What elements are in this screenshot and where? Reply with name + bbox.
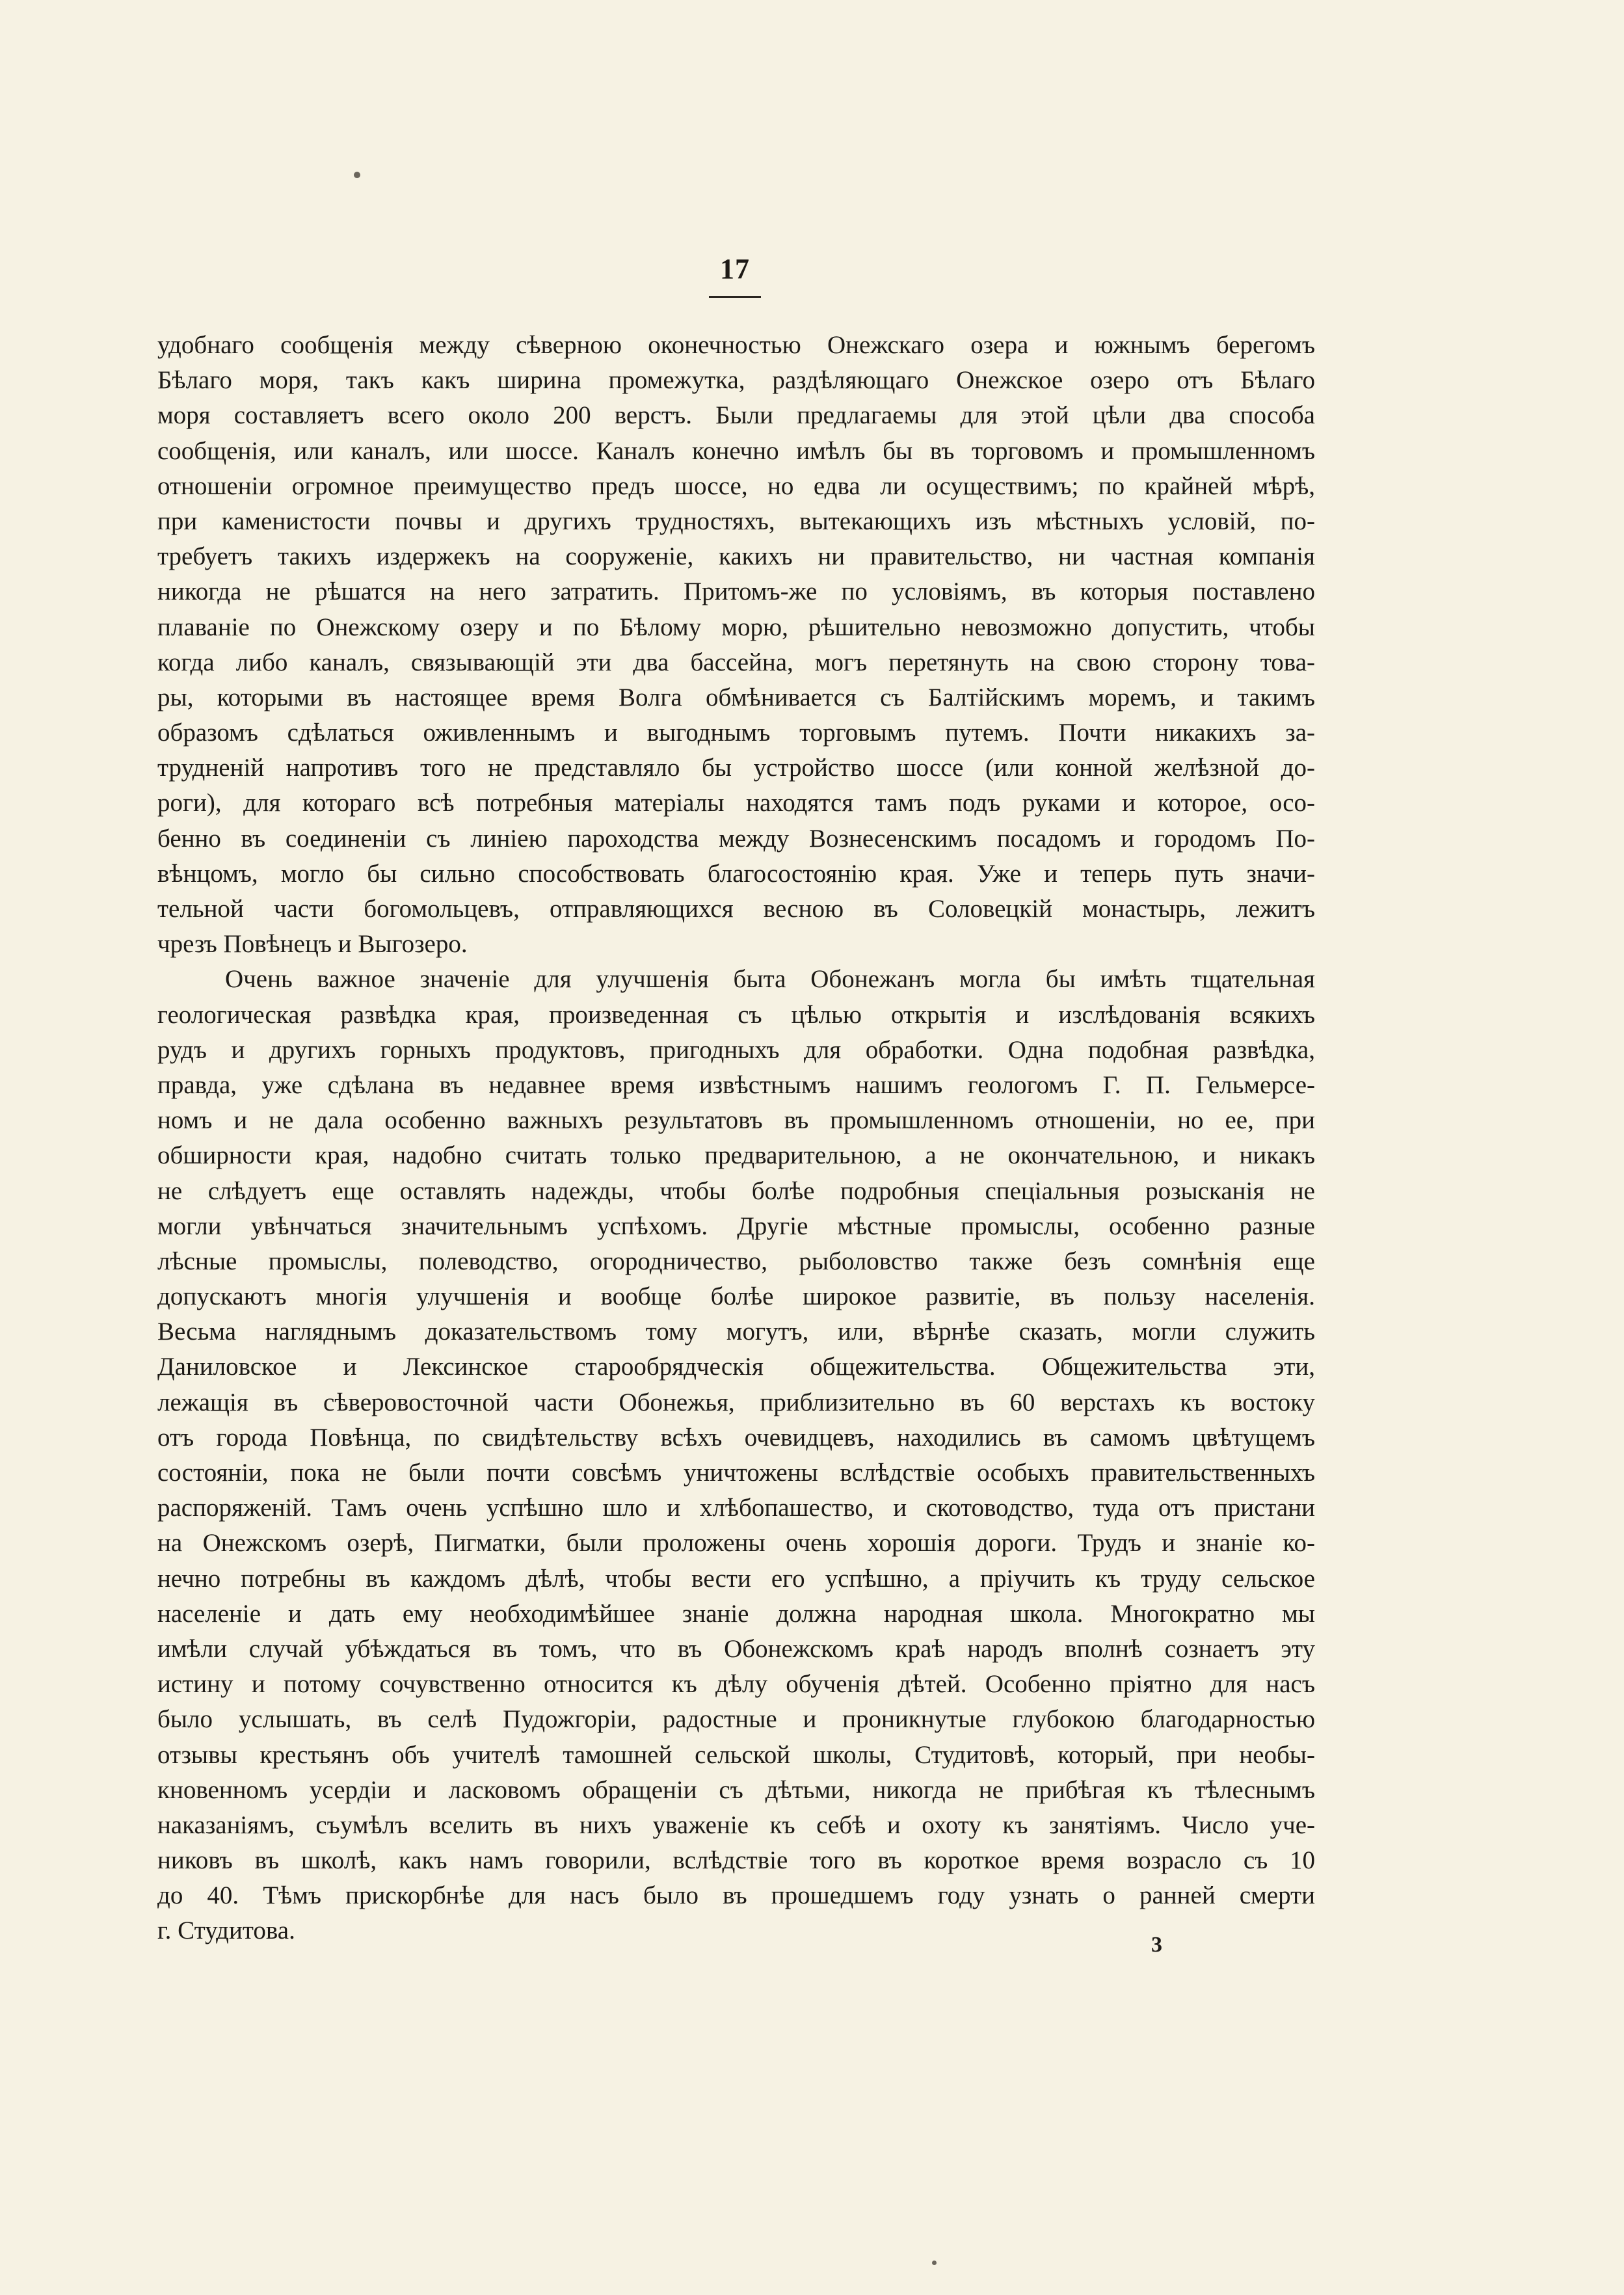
text-line: истину и потому сочувственно относится къ дѣлу обученія дѣтей. Особенно пріятно для насъ [157,1670,1315,1699]
text-line: могли увѣнчаться значительнымъ успѣхомъ. Другіе мѣстные промыслы, особенно разные [157,1212,1315,1240]
text-line: никовъ въ школѣ, какъ намъ говорили, вслѣдствіе того въ короткое время возрасло съ 10 [157,1846,1315,1875]
text-line: плаваніе по Онежскому озеру и по Бѣлому морю, рѣшительно невозможно допустить, чтобы [157,613,1315,641]
paragraph [157,962,1315,1948]
text-line: рудъ и другихъ горныхъ продуктовъ, пригодныхъ для обработки. Одна подобная развѣдка, [157,1035,1315,1064]
page-number: 17 [720,253,750,285]
text-line: имѣли случай убѣждаться въ томъ, что въ Обонежскомъ краѣ народъ вполнѣ сознаетъ эту [157,1634,1315,1663]
text-line: населеніе и дать ему необходимѣйшее знаніе должна народная школа. Многократно мы [157,1599,1315,1628]
text-line: нечно потребны въ каждомъ дѣлѣ, чтобы вести его успѣшно, а пріучить къ труду сельское [157,1564,1315,1593]
paragraph [157,328,1315,962]
text-line: чрезъ Повѣнецъ и Выгозеро. [157,930,468,959]
text-line: Бѣлаго моря, такъ какъ ширина промежутка, раздѣляющаго Онежское озеро отъ Бѣлаго [157,366,1315,395]
text-line: роги), для котораго всѣ потребныя матеріалы находятся тамъ подъ руками и которое, осо- [157,789,1315,817]
text-line: Весьма нагляднымъ доказательствомъ тому могутъ, или, вѣрнѣе сказать, могли служить [157,1318,1315,1346]
text-line: г. Студитова. [157,1917,295,1945]
text-line: требуетъ такихъ издержекъ на сооруженіе, какихъ ни правительство, ни частная компанія [157,542,1315,571]
page-number-rule [709,296,761,298]
printer-signature-mark: 3 [1151,1933,1162,1957]
text-line: геологическая развѣдка края, произведенная съ цѣлью открытія и изслѣдованія всякихъ [157,1000,1315,1029]
text-line: допускаютъ многія улучшенія и вообще болѣе широкое развитіе, въ пользу населенія. [157,1282,1315,1311]
text-line: отношеніи огромное преимущество предъ шоссе, но едва ли осуществимъ; по крайней мѣрѣ, [157,471,1315,500]
text-line: обширности края, надобно считать только предварительною, а не окончательною, и никакъ [157,1141,1315,1170]
text-line: образомъ сдѣлаться оживленнымъ и выгоднымъ торговымъ путемъ. Почти никакихъ за- [157,719,1315,747]
text-line: ры, которыми въ настоящее время Волга обмѣнивается съ Балтійскимъ моремъ, и такимъ [157,683,1315,711]
text-line: моря составляетъ всего около 200 верстъ. Были предлагаемы для этой цѣли два способа [157,401,1315,430]
text-line: лежащія въ сѣверовосточной части Обонежья, приблизительно въ 60 верстахъ къ востоку [157,1388,1315,1416]
text-line: кновенномъ усердіи и ласковомъ обращеніи съ дѣтьми, никогда не прибѣгая къ тѣлеснымъ [157,1775,1315,1804]
text-line: наказаніямъ, съумѣлъ вселить въ нихъ уваженіе къ себѣ и охоту къ занятіямъ. Число уче- [157,1811,1315,1839]
text-line: сообщенія, или каналъ, или шоссе. Каналъ конечно имѣлъ бы въ торговомъ и промышленномъ [157,436,1315,465]
text-line: Даниловское и Лексинское старообрядческія общежительства. Общежительства эти, [157,1353,1315,1381]
text-line: удобнаго сообщенія между сѣверною оконечностью Онежскаго озера и южнымъ берегомъ [157,331,1315,359]
text-line: распоряженій. Тамъ очень успѣшно шло и хлѣбопашество, и скотоводство, туда отъ пристани [157,1494,1315,1522]
text-line: правда, уже сдѣлана въ недавнее время извѣстнымъ нашимъ геологомъ Г. П. Гельмерсе- [157,1070,1315,1099]
text-line: Очень важное значеніе для улучшенія быта Обонежанъ могла бы имѣть тщательная [225,965,1315,994]
text-line: лѣсные промыслы, полеводство, огородничество, рыболовство также безъ сомнѣнія еще [157,1247,1315,1275]
text-line: при каменистости почвы и другихъ трудностяхъ, вытекающихъ изъ мѣстныхъ условій, по- [157,507,1315,535]
text-line: не слѣдуетъ еще оставлять надежды, чтобы болѣе подробныя спеціальныя розысканія не [157,1176,1315,1205]
text-line: бенно въ соединеніи съ линіею пароходства между Вознесенскимъ посадомъ и городомъ По- [157,824,1315,853]
text-line: на Онежскомъ озерѣ, Пигматки, были проложены очень хорошія дороги. Трудъ и знаніе ко- [157,1529,1315,1558]
text-line: отзывы крестьянъ объ учителѣ тамошней сельской школы, Студитовѣ, который, при необы- [157,1740,1315,1769]
text-line: отъ города Повѣнца, по свидѣтельству всѣхъ очевидцевъ, находились въ самомъ цвѣтущемъ [157,1423,1315,1452]
text-line: до 40. Тѣмъ прискорбнѣе для насъ было въ прошедшемъ году узнать о ранней смерти [157,1881,1315,1910]
text-line: трудненій напротивъ того не представляло бы устройство шоссе (или конной желѣзной до- [157,754,1315,782]
text-line: никогда не рѣшатся на него затратить. Притомъ-же по условіямъ, въ которыя поставлено [157,577,1315,606]
paper-speck [932,2261,937,2265]
text-line: вѣнцомъ, могло бы сильно способствовать благосостоянію края. Уже и теперь путь значи- [157,859,1315,888]
text-line: тельной части богомольцевъ, отправляющихся весною въ Соловецкій монастырь, лежитъ [157,895,1315,923]
body-text [157,328,1315,1949]
text-line: когда либо каналъ, связывающій эти два бассейна, могъ перетянуть на свою сторону това- [157,648,1315,676]
text-line: было услышать, въ селѣ Пудожгоріи, радостные и проникнутые глубокою благодарностью [157,1705,1315,1734]
text-line: номъ и не дала особенно важныхъ результатовъ въ промышленномъ отношеніи, но ее, при [157,1106,1315,1135]
paper-speck [354,172,360,178]
text-line: состояніи, пока не были почти совсѣмъ уничтожены вслѣдствіе особыхъ правительственныхъ [157,1459,1315,1487]
